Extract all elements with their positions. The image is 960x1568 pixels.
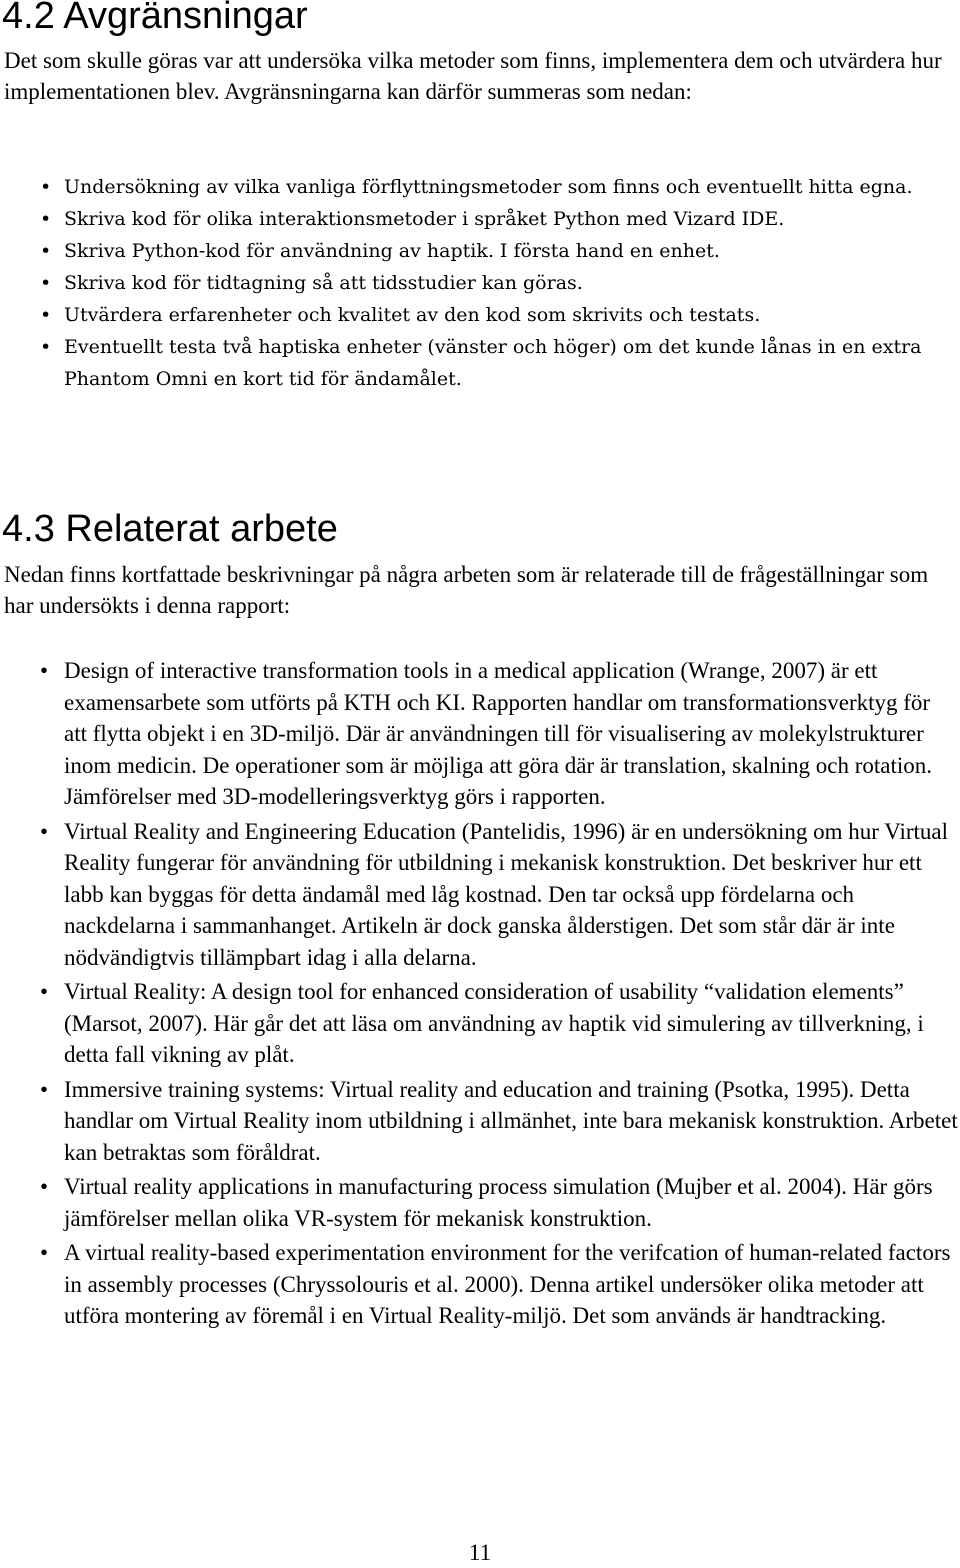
bullet-icon: •: [40, 1174, 49, 1199]
bullet-icon: •: [40, 979, 49, 1004]
list-item: [0, 816, 958, 974]
list-item-text: Skriva Python-kod för användning av haptik. I första hand en enhet.: [64, 240, 720, 262]
bullet-icon: •: [40, 1240, 49, 1265]
list-item-text: Virtual reality applications in manufacturing process simulation (Mujber et al. 2004). Här görs jämförelser mellan olika VR-system för mekanisk konstruktion.: [64, 1174, 933, 1231]
bullet-icon: •: [40, 818, 49, 844]
list-item-text: Utvärdera erfarenheter och kvalitet av den kod som skrivits och testats.: [64, 304, 761, 326]
section-heading-avgransningar: 4.2 Avgränsningar: [2, 0, 308, 37]
section-intro-paragraph: Nedan finns kortfattade beskrivningar på några arbeten som är relaterade till de frågeställningar som har undersökts i denna rapport:: [4, 562, 929, 618]
list-item: [0, 203, 956, 235]
list-item: [0, 267, 956, 299]
related-work-list: [0, 655, 960, 1335]
bullet-icon: •: [40, 1076, 49, 1102]
list-item-text: Design of interactive transformation tools in a medical application (Wrange, 2007) är ett examensarbete som utförts på KTH och KI. Rapporten handlar om transformationsverktyg för att flytta objekt i en 3D-miljö. Där är användningen till för visualisering av molekylstrukturer inom medicin. De operationer som är möjliga att göra där är translation, skalning och rotation. Jämförelser med 3D-modelleringsverktyg görs i rapporten.: [64, 658, 933, 809]
list-item: [0, 655, 958, 813]
list-item: [0, 1171, 958, 1234]
list-item-text: Skriva kod för olika interaktionsmetoder i språket Python med Vizard IDE.: [64, 208, 785, 230]
list-item: [0, 235, 956, 267]
bullet-icon: •: [40, 208, 52, 230]
list-item-text: Virtual Reality and Engineering Education (Pantelidis, 1996) är en undersökning om hur Virtual Reality fungerar för användning för utbildning i mekanisk konstruktion. Det beskriver hur ett labb kan byggas för detta ändamål med låg kostnad. Den tar också upp fördelarna och nackdelarna i sammanhanget. Artikeln är dock ganska ålderstigen. Det som står där är inte nödvändigtvis tillämpbart idag i alla delarna.: [64, 818, 949, 970]
list-item: [0, 331, 956, 395]
list-item: [0, 1074, 958, 1169]
list-item: [0, 1237, 958, 1332]
list-item-text: Virtual Reality: A design tool for enhanced consideration of usability “validation elements” (Marsot, 2007). Här går det att läsa om användning av haptik vid simulering av tillverkning, i detta fall vikning av plåt.: [64, 979, 924, 1067]
bullet-icon: •: [40, 240, 52, 262]
list-item: [0, 976, 958, 1071]
list-item-text: Eventuellt testa två haptiska enheter (vänster och höger) om det kunde lånas in en extra Phantom Omni en kort tid för ändamålet.: [64, 336, 922, 390]
delimitations-list: [0, 171, 960, 395]
list-item: [0, 299, 956, 331]
bullet-icon: •: [40, 272, 52, 294]
page-number: 11: [468, 1540, 492, 1565]
list-item: [0, 171, 956, 203]
bullet-icon: •: [40, 658, 49, 683]
list-item-text: Undersökning av vilka vanliga förflyttningsmetoder som finns och eventuellt hitta egna.: [64, 176, 913, 198]
section-intro-paragraph: Det som skulle göras var att undersöka vilka metoder som finns, implementera dem och utvärdera hur implementationen blev. Avgränsningarna kan därför summeras som nedan:: [4, 48, 942, 104]
list-item-text: A virtual reality-based experimentation environment for the verifcation of human-related factors in assembly processes (Chryssolouris et al. 2000). Denna artikel undersöker olika metoder att utföra montering av föremål i en Virtual Reality-miljö. Det som används är handtracking.: [64, 1240, 951, 1328]
bullet-icon: •: [40, 304, 52, 326]
list-item-text: Immersive training systems: Virtual reality and education and training (Psotka, 1995). Detta handlar om Virtual Reality inom utbildning i allmänhet, inte bara mekanisk konstruktion. Arbetet kan betraktas som föråldrat.: [64, 1076, 958, 1165]
bullet-icon: •: [40, 336, 52, 358]
section-heading-relaterat-arbete: 4.3 Relaterat arbete: [2, 508, 338, 550]
list-item-text: Skriva kod för tidtagning så att tidsstudier kan göras.: [64, 272, 583, 294]
bullet-icon: •: [40, 176, 52, 198]
